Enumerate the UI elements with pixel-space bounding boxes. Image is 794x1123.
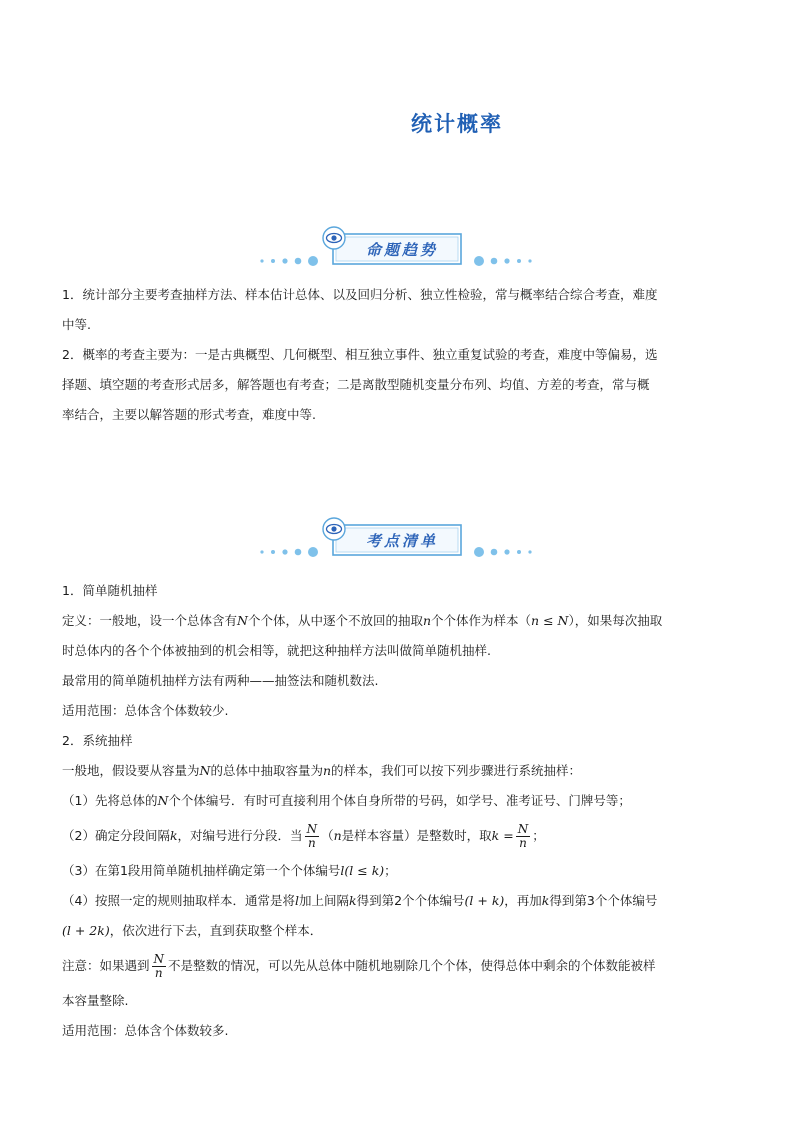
- trend-paragraph-1: [62, 280, 734, 340]
- text-line: 最常用的简单随机抽样方法有两种——抽签法和随机数法.: [62, 673, 379, 688]
- text-line: 1．统计部分主要考查抽样方法、样本估计总体、以及回归分析、独立性检验，常与概率结合综合考查，难度: [62, 287, 658, 302]
- step-3: （3）在第1段用简单随机抽样确定第一个个体编号l(l ≤ k)；: [62, 863, 397, 878]
- trend-paragraph-2: [62, 340, 734, 430]
- page-title: 统计概率: [411, 112, 503, 136]
- fraction-N-over-n: $\frac{N}{n}$: [153, 952, 165, 980]
- text-line: 中等.: [62, 317, 91, 332]
- heading-simple-random: 1．简单随机抽样: [62, 583, 158, 598]
- heading-systematic: 2．系统抽样: [62, 733, 133, 748]
- definition-line: 定义：一般地，设一个总体含有N个个体，从中逐个不放回的抽取n个个体作为样本（n ≤ N），如果每次抽取: [62, 613, 663, 628]
- fraction-N-over-n: $\frac{N}{n}$: [517, 822, 529, 850]
- text-line: 本容量整除.: [62, 993, 129, 1008]
- text-line: 时总体内的各个个体被抽到的机会相等，就把这种抽样方法叫做简单随机抽样.: [62, 643, 491, 658]
- step-1: （1）先将总体的N个个体编号．有时可直接利用个体自身所带的号码，如学号、准考证号、门牌号等；: [62, 793, 631, 808]
- section-banner-trend: [0, 226, 794, 276]
- text-line: 择题、填空题的考查形式居多，解答题也有考查；二是离散型随机变量分布列、均值、方差的考查，常与概: [62, 377, 650, 392]
- fraction-N-over-n: $\frac{N}{n}$: [306, 822, 318, 850]
- step-4: （4）按照一定的规则抽取样本．通常是将l加上间隔k得到第2个个体编号(l + k)，再加k得到第3个个体编号: [62, 893, 658, 908]
- section-banner-checklist: [0, 517, 794, 567]
- text-line: 2．概率的考查主要为：一是古典概型、几何概型、相互独立事件、独立重复试验的考查，难度中等偏易，选: [62, 347, 658, 362]
- checklist-body: [62, 576, 734, 1046]
- banner-label: 命题趋势: [365, 241, 438, 259]
- text-line: 适用范围：总体含个体数较多.: [62, 1023, 229, 1038]
- note-line: 注意：如果遇到 $\frac{N}{n}$ 不是整数的情况，可以先从总体中随机地剔除几个个体，使得总体中剩余的个体数能被样: [62, 952, 656, 980]
- text-line: 适用范围：总体含个体数较少.: [62, 703, 229, 718]
- text-line: 率结合，主要以解答题的形式考查，难度中等.: [62, 407, 316, 422]
- text-line: 一般地，假设要从容量为N的总体中抽取容量为n的样本，我们可以按下列步骤进行系统抽样：: [62, 763, 582, 778]
- step-4-cont: (l + 2k)，依次进行下去，直到获取整个样本．: [62, 923, 323, 938]
- banner-label: 考点清单: [365, 532, 438, 550]
- step-2: （2）确定分段间隔k，对编号进行分段．当 $\frac{N}{n}$ （n是样本容量）是整数时，取k = $\frac{N}{n}$ ；: [62, 822, 545, 850]
